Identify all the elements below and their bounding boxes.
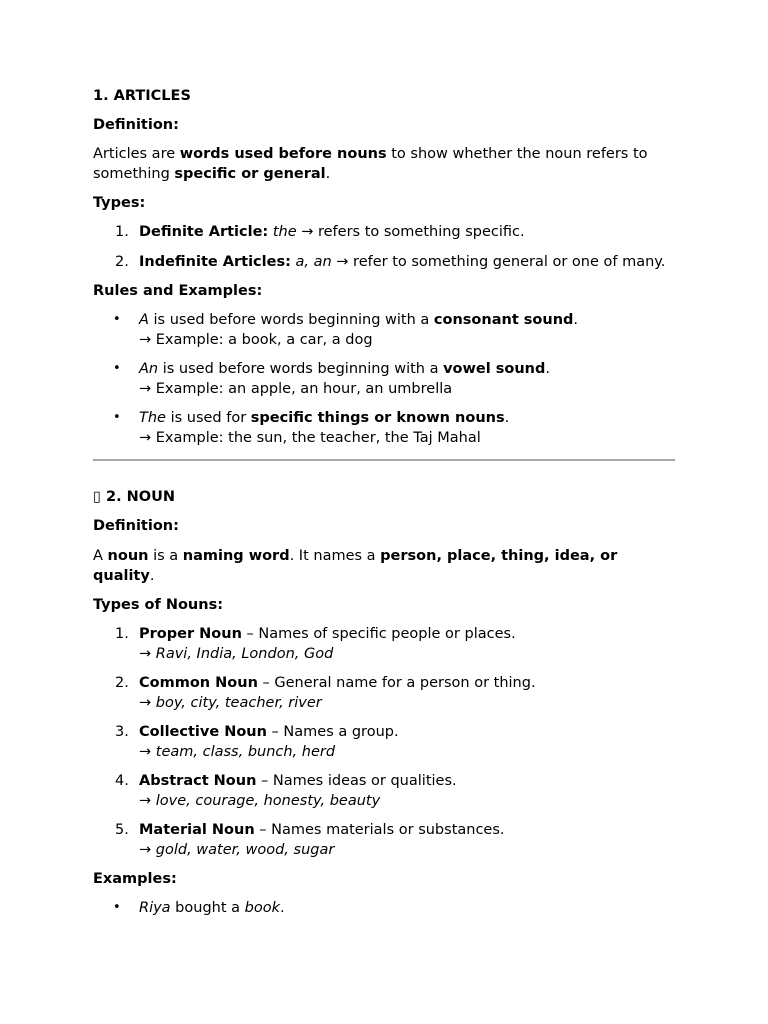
list-number: 1.: [115, 224, 129, 240]
article-type-example: the: [272, 224, 297, 240]
article-type-desc: → refers to something specific.: [296, 224, 525, 240]
rules-label: Rules and Examples:: [93, 283, 263, 299]
list-number: 2.: [115, 254, 129, 270]
rule-example: → Example: a book, a car, a dog: [139, 332, 373, 348]
bullet-icon: •: [113, 410, 121, 425]
noun-type-example: love, courage, honesty, beauty: [155, 793, 381, 809]
definition-text: A: [93, 548, 108, 564]
definition-emphasis: words used before nouns: [179, 146, 387, 162]
definition-text: Articles are: [93, 146, 180, 162]
rule-term: The: [139, 410, 166, 426]
list-item: [93, 771, 675, 811]
bullet-icon: •: [113, 312, 121, 327]
noun-type-desc: – Names materials or substances.: [254, 822, 505, 838]
arrow-icon: →: [139, 646, 156, 662]
example-subject: Riya: [139, 900, 171, 916]
types-label: Types:: [93, 195, 146, 211]
example-object: book: [244, 900, 280, 916]
arrow-icon: →: [139, 842, 156, 858]
definition-emphasis: naming word: [182, 548, 290, 564]
noun-type-desc: – General name for a person or thing.: [257, 675, 536, 691]
definition-emphasis: noun: [107, 548, 149, 564]
noun-type-example: gold, water, wood, sugar: [155, 842, 335, 858]
definition-label: Definition:: [93, 117, 179, 133]
rules-list: [93, 310, 675, 448]
list-number: 5.: [115, 822, 129, 838]
examples-list: [93, 898, 675, 918]
example-text: bought a: [170, 900, 245, 916]
rule-emphasis: vowel sound: [443, 361, 546, 377]
list-item: [93, 722, 675, 762]
definition-emphasis: specific or general: [174, 166, 326, 182]
list-item: [93, 359, 675, 399]
noun-type-example: team, class, bunch, herd: [155, 744, 336, 760]
article-types-list: [93, 222, 675, 272]
rule-emphasis: consonant sound: [433, 312, 574, 328]
definition-text: .: [325, 166, 331, 182]
list-item: [93, 673, 675, 713]
rule-text: is used before words beginning with a: [148, 312, 434, 328]
noun-type-example: Ravi, India, London, God: [155, 646, 334, 662]
rule-text: is used for: [165, 410, 251, 426]
rule-term: A: [139, 312, 149, 328]
arrow-icon: →: [139, 793, 156, 809]
rule-text: .: [573, 312, 579, 328]
example-text: .: [279, 900, 285, 916]
section-heading-noun: ▯ 2. NOUN: [93, 489, 176, 505]
article-type-example: a, an: [295, 254, 332, 270]
bullet-icon: •: [113, 361, 121, 376]
document-page: [93, 86, 675, 918]
list-item: [93, 408, 675, 448]
articles-definition: [93, 144, 675, 184]
article-type-desc: → refer to something general or one of many.: [331, 254, 666, 270]
section-heading-articles: 1. ARTICLES: [93, 88, 191, 104]
rule-text: is used before words beginning with a: [158, 361, 444, 377]
list-number: 4.: [115, 773, 129, 789]
noun-type-desc: – Names ideas or qualities.: [256, 773, 457, 789]
list-item: [93, 820, 675, 860]
noun-type-example: boy, city, teacher, river: [155, 695, 322, 711]
noun-type-name: Collective Noun: [139, 724, 267, 740]
noun-types-list: [93, 624, 675, 860]
definition-text: .: [149, 568, 155, 584]
definition-text: . It names a: [289, 548, 381, 564]
list-item: [93, 898, 675, 918]
noun-type-name: Common Noun: [139, 675, 258, 691]
list-number: 1.: [115, 626, 129, 642]
section-divider: [93, 459, 675, 461]
bullet-icon: •: [113, 900, 121, 915]
article-type-name: Definite Article:: [139, 224, 269, 240]
arrow-icon: →: [139, 744, 156, 760]
rule-emphasis: specific things or known nouns: [250, 410, 505, 426]
examples-label: Examples:: [93, 871, 177, 887]
rule-term: An: [139, 361, 159, 377]
list-item: [93, 624, 675, 664]
noun-type-desc: – Names of specific people or places.: [241, 626, 516, 642]
rule-example: → Example: an apple, an hour, an umbrella: [139, 381, 453, 397]
rule-text: .: [545, 361, 550, 377]
rule-example: → Example: the sun, the teacher, the Taj Mahal: [139, 430, 481, 446]
arrow-icon: →: [139, 695, 156, 711]
definition-emphasis: person, place, thing, idea, or quality: [93, 548, 618, 584]
types-of-nouns-label: Types of Nouns:: [93, 597, 224, 613]
definition-text: to show whether the noun refers to something: [93, 146, 648, 182]
list-item: [93, 310, 675, 350]
noun-type-name: Abstract Noun: [139, 773, 257, 789]
list-number: 3.: [115, 724, 129, 740]
noun-type-name: Material Noun: [139, 822, 255, 838]
definition-text: is a: [148, 548, 183, 564]
definition-label: Definition:: [93, 518, 179, 534]
list-item: [93, 252, 675, 272]
noun-definition: [93, 546, 675, 586]
list-item: [93, 222, 675, 242]
rule-text: .: [504, 410, 510, 426]
list-number: 2.: [115, 675, 129, 691]
noun-type-desc: – Names a group.: [266, 724, 399, 740]
noun-type-name: Proper Noun: [139, 626, 242, 642]
article-type-name: Indefinite Articles:: [139, 254, 291, 270]
